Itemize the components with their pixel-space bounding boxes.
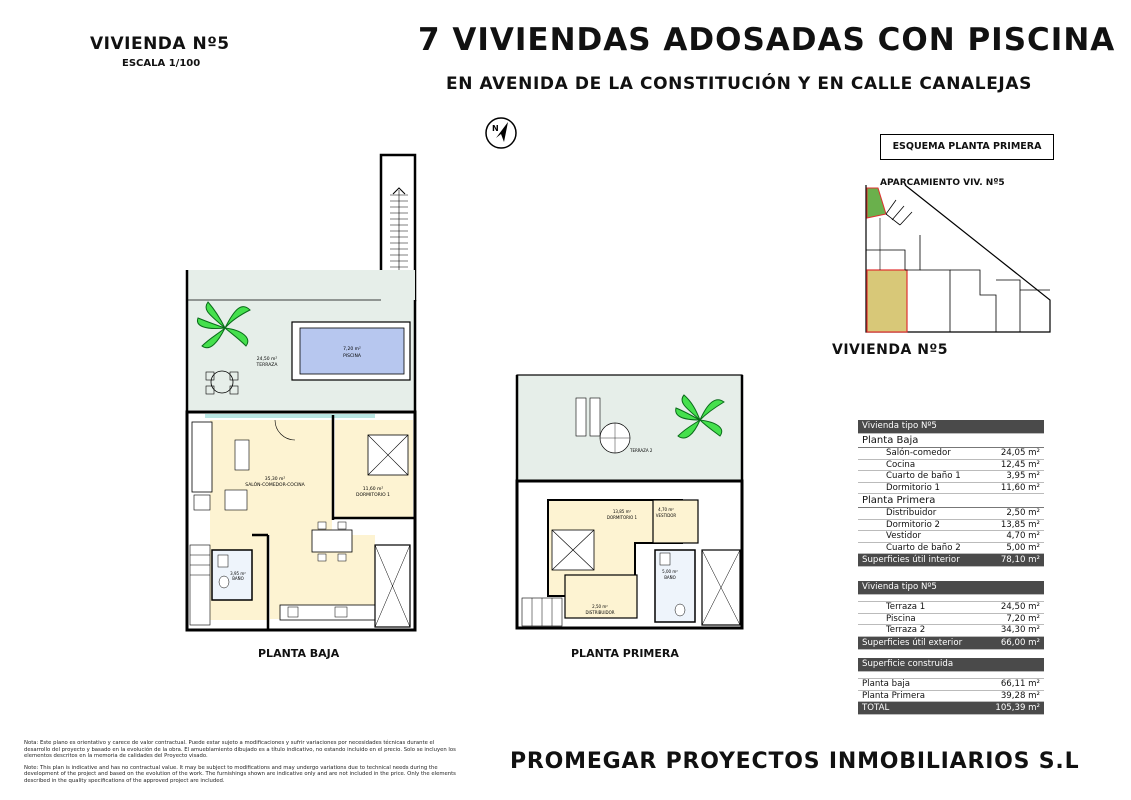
scheme-vivienda-label: VIVIENDA Nº5 <box>832 342 949 358</box>
planta-baja-label: PLANTA BAJA <box>258 647 340 660</box>
svg-text:11,60 m²: 11,60 m² <box>362 487 384 492</box>
company-name: PROMEGAR PROYECTOS INMOBILIARIOS S.L <box>510 749 1080 774</box>
svg-text:DORMITORIO 1: DORMITORIO 1 <box>606 515 638 520</box>
svg-text:BAÑO: BAÑO <box>664 575 676 580</box>
table-row: Cuarto de baño 1 3,95 m² <box>858 471 1044 483</box>
svg-text:24,50 m²: 24,50 m² <box>256 357 278 362</box>
table-header: Superficie construida <box>858 658 1044 672</box>
scheme-title: ESQUEMA PLANTA PRIMERA <box>880 134 1054 160</box>
table-row: Vestidor 4,70 m² <box>858 531 1044 543</box>
svg-text:3,95 m²: 3,95 m² <box>230 571 246 576</box>
svg-text:DORMITORIO 1: DORMITORIO 1 <box>356 493 390 498</box>
table-row: Planta Primera 39,28 m² <box>858 690 1044 702</box>
table-row: Salón-comedor 24,05 m² <box>858 448 1044 460</box>
parking-label: APARCAMIENTO VIV. Nº5 <box>880 178 1005 188</box>
svg-text:35,30 m²: 35,30 m² <box>264 477 286 482</box>
svg-text:SALÓN-COMEDOR-COCINA: SALÓN-COMEDOR-COCINA <box>245 483 305 488</box>
exterior-surfaces-table: Vivienda tipo Nº5 Terraza 1 24,50 m² Piscina 7,20 m² Terraza 2 34,30 m² Superficies útil exterior 66,00 m² <box>858 581 1044 650</box>
table-header: Vivienda tipo Nº5 <box>858 581 1044 595</box>
sofa <box>192 422 212 492</box>
terraza-2 <box>517 375 742 481</box>
table-row: Piscina 7,20 m² <box>858 613 1044 625</box>
planta-primera-label: PLANTA PRIMERA <box>571 647 679 660</box>
note-es: Nota: Este plano es orientativo y carece de valor contractual. Puede estar sujeto a modificaciones y sufrir variaciones por necesidades técnicas durante el desarrollo del proyecto y basado en la evolución de la obra. El amueblamiento dibujado es a título indicativo, no estando incluido en el precio. Solo se incluyen los elementos descritos en la memoria de calidades del Proyecto visado. <box>24 740 456 760</box>
svg-text:VESTIDOR: VESTIDOR <box>655 513 677 518</box>
table-row: Dormitorio 1 11,60 m² <box>858 482 1044 494</box>
site-scheme <box>860 180 1060 338</box>
plot-highlight <box>867 270 907 332</box>
svg-text:PISCINA: PISCINA <box>343 354 361 359</box>
svg-text:N: N <box>492 124 499 133</box>
parking-highlight <box>867 188 886 218</box>
table-row: Dormitorio 2 13,85 m² <box>858 519 1044 531</box>
table-header: Vivienda tipo Nº5 <box>858 420 1044 434</box>
svg-text:4,70 m²: 4,70 m² <box>658 507 674 512</box>
svg-text:7,20 m²: 7,20 m² <box>343 347 361 352</box>
first-floor-plan <box>510 370 750 635</box>
table-row: Distribuidor 2,50 m² <box>858 508 1044 520</box>
note-en: Note: This plan is indicative and has no contractual value. It may be subject to modifications and may undergo variations due to technical needs during the development of the project and based on the evolution of the work. The furnishings shown are indicative only and are not included in the price. Only the elements described in the quality specifications of the approved project are included. <box>24 764 456 784</box>
disclaimer-notes <box>24 740 459 785</box>
dining-table <box>312 530 352 552</box>
page-subtitle: EN AVENIDA DE LA CONSTITUCIÓN Y EN CALLE CANALEJAS <box>446 74 1032 94</box>
scale-label: ESCALA 1/100 <box>122 58 201 69</box>
svg-text:13,85 m²: 13,85 m² <box>612 509 632 514</box>
compass-icon <box>484 116 518 150</box>
ground-floor-plan <box>180 150 425 635</box>
svg-text:DISTRIBUIDOR: DISTRIBUIDOR <box>585 610 615 615</box>
table-row: Cocina 12,45 m² <box>858 459 1044 471</box>
table-row: Cuarto de baño 2 5,00 m² <box>858 542 1044 554</box>
built-surface-table: Superficie construida Planta baja 66,11 m² Planta Primera 39,28 m² TOTAL 105,39 m² <box>858 658 1044 715</box>
page-title: 7 VIVIENDAS ADOSADAS CON PISCINA <box>418 22 1116 58</box>
svg-text:BAÑO: BAÑO <box>232 576 244 581</box>
table-row: Terraza 2 34,30 m² <box>858 625 1044 637</box>
table-row: Planta baja 66,11 m² <box>858 679 1044 691</box>
table-row: Terraza 1 24,50 m² <box>858 602 1044 614</box>
svg-text:2,50 m²: 2,50 m² <box>592 604 608 609</box>
vivienda-title: VIVIENDA Nº5 <box>90 34 230 54</box>
svg-text:TERRAZA: TERRAZA <box>256 363 278 368</box>
svg-text:TERRAZA 2: TERRAZA 2 <box>630 448 653 453</box>
interior-surfaces-table: Vivienda tipo Nº5 Planta Baja Salón-comedor 24,05 m² Cocina 12,45 m² Cuarto de baño 1 3,95 m² Dormitorio 1 11,60 m² Planta Primera Distribuidor 2,50 m² Dormitorio 2 13,85 m² Vestidor 4,70 m² Cuarto de baño 2 5,00 m² Superficies útil interior 78,10 m² <box>858 420 1044 567</box>
svg-text:5,00 m²: 5,00 m² <box>662 569 678 574</box>
